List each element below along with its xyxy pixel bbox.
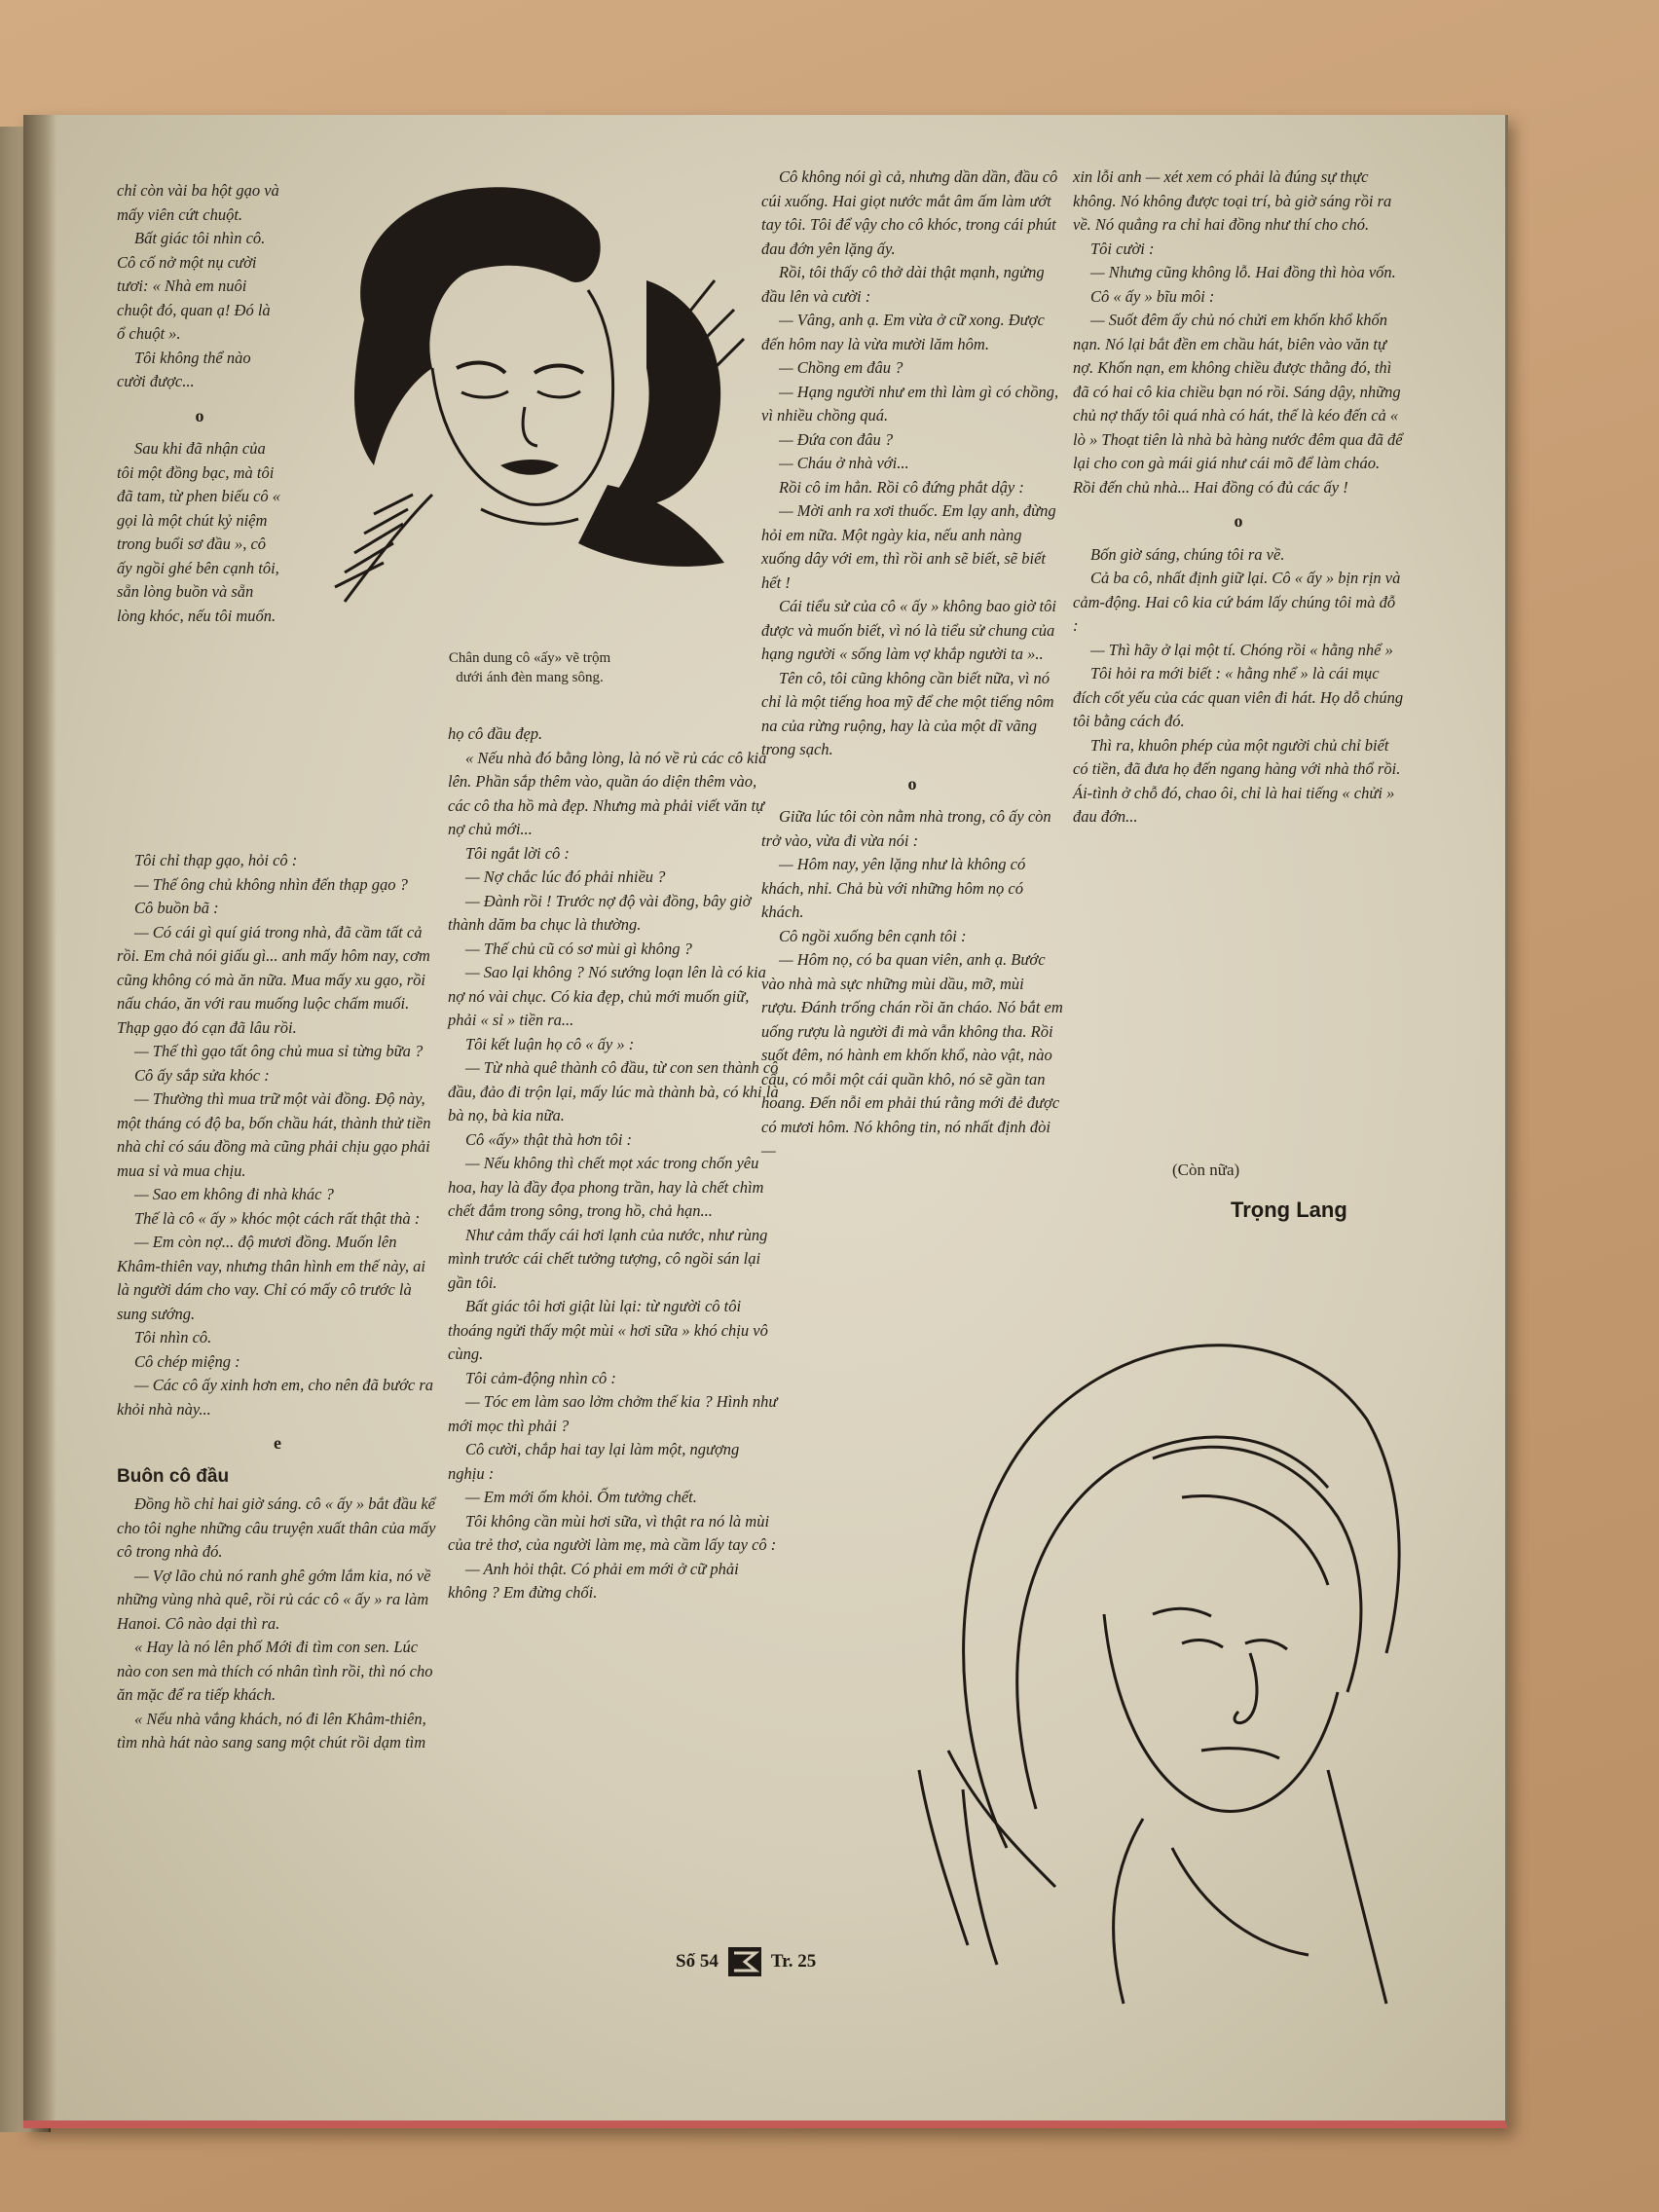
paragraph: — Hôm nay, yên lặng như là không có khách, nhỉ. Chả bù với những hôm nọ có khách. xyxy=(761,855,1026,921)
paragraph: Bốn giờ sáng, chúng tôi ra về. xyxy=(1090,544,1285,564)
paragraph: « Hay là nó lên phố Mới đi tìm con sen. Lúc nào con sen mà thích có nhân tình rồi, thì nó cho ăn mặc để ra tiếp khách. xyxy=(117,1638,433,1704)
page-number: Tr. 25 xyxy=(770,1951,817,1972)
paragraph: — Từ nhà quê thành cô đầu, từ con sen thành cô đầu, đảo đi trộn lại, mấy lúc mà thành bà, có khi là bà nọ, bà kia nữa. xyxy=(448,1058,779,1124)
section-separator: e xyxy=(274,1433,281,1453)
paragraph: — Có cái gì quí giá trong nhà, đã cầm tất cả rồi. Em chả nói giấu gì... anh mấy hôm nay, cơm cũng không có mà ăn nữa. Mua mấy xu gạo, rồi nấu cháo, ăn với rau muống luộc chấm muối. Thạp gạo đó cạn đã lâu rồi. xyxy=(117,922,430,1037)
magazine-logo-icon xyxy=(728,1947,761,1976)
paragraph: — Cháu ở nhà với... xyxy=(779,454,909,472)
column-3 xyxy=(761,166,1063,1163)
paragraph: Tôi cảm-động nhìn cô : xyxy=(465,1368,616,1387)
continued-note: (Còn nữa) xyxy=(1172,1161,1240,1179)
paragraph: Tôi chỉ thạp gạo, hỏi cô : xyxy=(134,851,298,869)
paragraph: — Mời anh ra xơi thuốc. Em lạy anh, đừng hỏi em nữa. Một ngày kia, nếu anh nàng xuống dây với em, thì rồi anh sẽ biết, sẽ biết hết ! xyxy=(761,501,1056,592)
paragraph: Bất giác tôi hơi giật lùi lại: từ người cô tôi thoáng ngửi thấy một mùi « hơi sữa » khó chịu vô cùng. xyxy=(448,1297,768,1363)
section-heading: Buôn cô đầu xyxy=(117,1465,230,1487)
paragraph: — Em còn nợ... độ mươi đồng. Muốn lên Khâm-thiên vay, nhưng thân hình em thế này, ai là người dám cho vay. Chỉ có mấy cô trước là sung sướng. xyxy=(117,1233,425,1323)
paragraph: Rồi cô im hẳn. Rồi cô đứng phắt dậy : xyxy=(779,477,1024,497)
column-2 xyxy=(448,722,779,1605)
paragraph: Tôi không thể nào cười được... xyxy=(117,348,251,390)
paragraph: — Suốt đêm ấy chủ nó chửi em khốn khổ khốn nạn. Nó lại bắt đền em chầu hát, biên vào văn tự nợ. Khốn nạn, em không chiều được thằng đó, thì đã có hai cô kia chiều bạn nó rồi. Sáng dậy, những chủ nợ thấy tôi quá nhà có hát, thế là kéo đến cả « lò » Thoạt tiên là nhà bà hàng nước đêm qua đã để lại cho con gà mái giá như cái mõ để làm cháo. Rồi đến chủ nhà... Hai đồng có đủ các ấy ! xyxy=(1073,311,1403,497)
paragraph: Cô ấy sắp sửa khóc : xyxy=(134,1065,270,1085)
paragraph: — Đành rồi ! Trước nợ độ vài đồng, bây giờ thành dăm ba chục là thường. xyxy=(448,891,752,934)
paragraph: Tôi cười : xyxy=(1090,239,1155,258)
paragraph: — Anh hỏi thật. Có phải em mới ở cữ phải không ? Em đừng chối. xyxy=(448,1559,739,1602)
sketch-illustration-man xyxy=(861,1264,1445,2062)
paragraph: — Sao em không đi nhà khác ? xyxy=(134,1185,334,1203)
paragraph: — Em mới ốm khỏi. Ốm tưởng chết. xyxy=(465,1488,697,1506)
paragraph: Tôi nhìn cô. xyxy=(134,1328,212,1346)
paragraph: — Các cô ấy xinh hơn em, cho nên đã bước ra khỏi nhà này... xyxy=(117,1376,434,1419)
paragraph: Cô « ấy » bĩu môi : xyxy=(1090,286,1215,306)
paragraph: Cô «ấy» thật thà hơn tôi : xyxy=(465,1129,633,1149)
paragraph: Cái tiểu sử của cô « ấy » không bao giờ tôi được và muốn biết, vì nó là tiểu sử chung của hạng người « sống làm vợ khắp người ta ».. xyxy=(761,597,1056,663)
paragraph: — Vợ lão chủ nó ranh ghê gớm lắm kia, nó về những vùng nhà quê, rồi rủ các cô « ấy » ra làm Hanoi. Cô nào dại thì ra. xyxy=(117,1566,431,1633)
paragraph: Đồng hồ chỉ hai giờ sáng. cô « ấy » bắt đầu kể cho tôi nghe những câu truyện xuất thân của mấy cô trong nhà đó. xyxy=(117,1494,436,1561)
paragraph: — Thì hãy ở lại một tí. Chóng rồi « hằng nhể » xyxy=(1090,640,1393,659)
paragraph: Cô cười, chắp hai tay lại làm một, ngượng nghịu : xyxy=(448,1440,740,1483)
paragraph: Sau khi đã nhận của tôi một đồng bạc, mà tôi đã tam, từ phen biếu cô « gọi là một chút kỷ niệm trong buổi sơ đầu », cô ấy ngồi ghé bên cạnh tôi, sẵn lòng buồn và sẵn lòng khóc, nếu tôi muốn. xyxy=(117,439,281,625)
paragraph: — Hạng người như em thì làm gì có chồng, vì nhiều chồng quá. xyxy=(761,382,1059,424)
section-separator: o xyxy=(1234,511,1243,531)
paragraph: — Nợ chắc lúc đó phải nhiều ? xyxy=(465,867,666,886)
paragraph: Bất giác tôi nhìn cô. Cô cố nở một nụ cười tươi: « Nhà em nuôi chuột đó, quan ạ! Đó là ổ chuột ». xyxy=(117,229,271,343)
column-4 xyxy=(1073,166,1404,830)
paragraph: — Hôm nọ, có ba quan viên, anh ạ. Bước vào nhà mà sực những mùi dầu, mỡ, mùi rượu. Đánh trống chán rồi ăn cháo. Nó bắt em uống rượu là người đi mà vẫn không tha. Rồi suốt đêm, nó hành em khốn khổ, nào vật, nào cấu, có mỗi một cái quần khô, nó sẽ gần tan hoang. Đến nỗi em phải thú rằng mới đẻ được có mươi hôm. Nó không tin, nó nhất định đòi — xyxy=(761,950,1063,1160)
paragraph: chỉ còn vài ba hột gạo và mấy viên cứt chuột. xyxy=(117,181,279,224)
paragraph: Cô ngồi xuống bên cạnh tôi : xyxy=(779,926,967,945)
paragraph: họ cô đầu đẹp. xyxy=(448,724,543,743)
portrait-illustration-woman xyxy=(286,173,773,641)
paragraph: Cô chép miệng : xyxy=(134,1351,240,1371)
paragraph: Cô không nói gì cả, nhưng dần dần, đầu cô cúi xuống. Hai giọt nước mắt âm ấm làm ướt tay tôi. Tôi để vậy cho cô khóc, trong cái phút đau đớn yên lặng ấy. xyxy=(761,167,1058,258)
column-1-bottom xyxy=(117,849,438,1755)
paragraph: — Tóc em làm sao lởm chởm thế kia ? Hình như mới mọc thì phải ? xyxy=(448,1392,778,1435)
column-1-top xyxy=(117,179,282,628)
paragraph: xin lỗi anh — xét xem có phải là đúng sự thực không. Nó không được toại trí, bà giờ sáng rồi ra về. Nó quẳng ra chỉ hai đồng như thí cho chó. xyxy=(1073,167,1392,234)
paragraph: Tôi hỏi ra mới biết : « hằng nhể » là cái mục đích cốt yếu của các quan viên đi hát. Họ dỗ chúng tôi bằng cách đó. xyxy=(1073,664,1404,730)
caption-line-1: Chân dung cô «ấy» vẽ trộm xyxy=(448,650,611,666)
paragraph: — Sao lại không ? Nó sướng loạn lên là có kia nợ nó vài chục. Có kia đẹp, chủ mới muốn giữ, phải « sỉ » tiền ra... xyxy=(448,963,766,1029)
paragraph: — Thường thì mua trữ một vài đồng. Độ này, một tháng có độ ba, bốn chầu hát, thành thử tiền nhà chỉ có sáu đồng mà cũng phải chịu gạo phải mua sỉ và mua chịu. xyxy=(117,1089,431,1180)
paragraph: Tôi ngắt lời cô : xyxy=(465,843,570,863)
caption-line-2: dưới ánh đèn mang sông. xyxy=(456,670,604,685)
paragraph: — Chồng em đâu ? xyxy=(779,358,903,377)
paragraph: Tôi kết luận họ cô « ấy » : xyxy=(465,1034,635,1053)
portrait-caption xyxy=(384,648,676,687)
paragraph: « Nếu nhà vắng khách, nó đi lên Khâm-thiên, tìm nhà hát nào sang sang một chút rồi dạm tìm xyxy=(117,1709,426,1751)
binding-gutter xyxy=(23,115,56,2120)
paragraph: — Thế ông chủ không nhìn đến thạp gạo ? xyxy=(134,874,408,894)
paragraph: — Thế thì gạo tất ông chủ mua sỉ từng bữa ? xyxy=(134,1042,424,1060)
paragraph: Cả ba cô, nhất định giữ lại. Cô « ấy » bịn rịn và cảm-động. Hai cô kia cứ bám lấy chúng tôi mà đỗ : xyxy=(1073,569,1401,635)
paragraph: Thế là cô « ấy » khóc một cách rất thật thà : xyxy=(134,1208,421,1228)
section-separator: o xyxy=(195,405,204,425)
author-name: Trọng Lang xyxy=(1231,1198,1347,1222)
paragraph: — Nếu không thì chết mọt xác trong chốn yêu hoa, hay là đầy đọa phong trần, hay là chết chìm chết đắm trong sông, trong hồ, chả hạn... xyxy=(448,1154,764,1220)
page-footer xyxy=(676,1947,816,1976)
paragraph: Như cảm thấy cái hơi lạnh của nước, như rùng mình trước cái chết tưởng tượng, cô ngồi sán lại gần tôi. xyxy=(448,1225,768,1292)
paragraph: — Vâng, anh ạ. Em vừa ở cữ xong. Được đến hôm nay là vừa mười lăm hôm. xyxy=(761,311,1045,353)
paragraph: « Nếu nhà đó bằng lòng, là nó về rủ các cô kia lên. Phần sắp thêm vào, quần áo diện thêm vào, các cô tha hồ mà đẹp. Nhưng mà phải viết văn tự nợ chủ mới... xyxy=(448,748,767,838)
paragraph: Thì ra, khuôn phép của một người chủ chỉ biết có tiền, đã đưa họ đến ngang hàng với nhà thổ rồi. Ái-tình ở chỗ đó, chao ôi, chỉ là hai tiếng « chửi » đau đớn... xyxy=(1073,735,1401,826)
section-separator: o xyxy=(907,773,917,793)
paragraph: Tôi không cần mùi hơi sữa, vì thật ra nó là mùi của trẻ thơ, của người làm mẹ, mà cầm lấy tay cô : xyxy=(448,1511,777,1554)
paragraph: — Thế chủ cũ có sơ mùi gì không ? xyxy=(465,939,692,958)
paragraph: Giữa lúc tôi còn nằm nhà trong, cô ấy còn trở vào, vừa đi vừa nói : xyxy=(761,807,1051,850)
paragraph: Tên cô, tôi cũng không cần biết nữa, vì nó chỉ là một tiếng hoa mỹ để che một tiếng nôm na của rừng ruộng, hay là của một dĩ vãng trong sạch. xyxy=(761,668,1054,758)
paragraph: — Nhưng cũng không lỗ. Hai đồng thì hòa vốn. xyxy=(1090,263,1396,281)
magazine-page xyxy=(23,115,1508,2128)
paragraph: Cô buồn bã : xyxy=(134,899,219,917)
paragraph: Rồi, tôi thấy cô thở dài thật mạnh, ngửng đầu lên và cười : xyxy=(761,263,1045,306)
paragraph: — Đứa con đâu ? xyxy=(779,429,894,449)
issue-number: Số 54 xyxy=(676,1951,719,1972)
